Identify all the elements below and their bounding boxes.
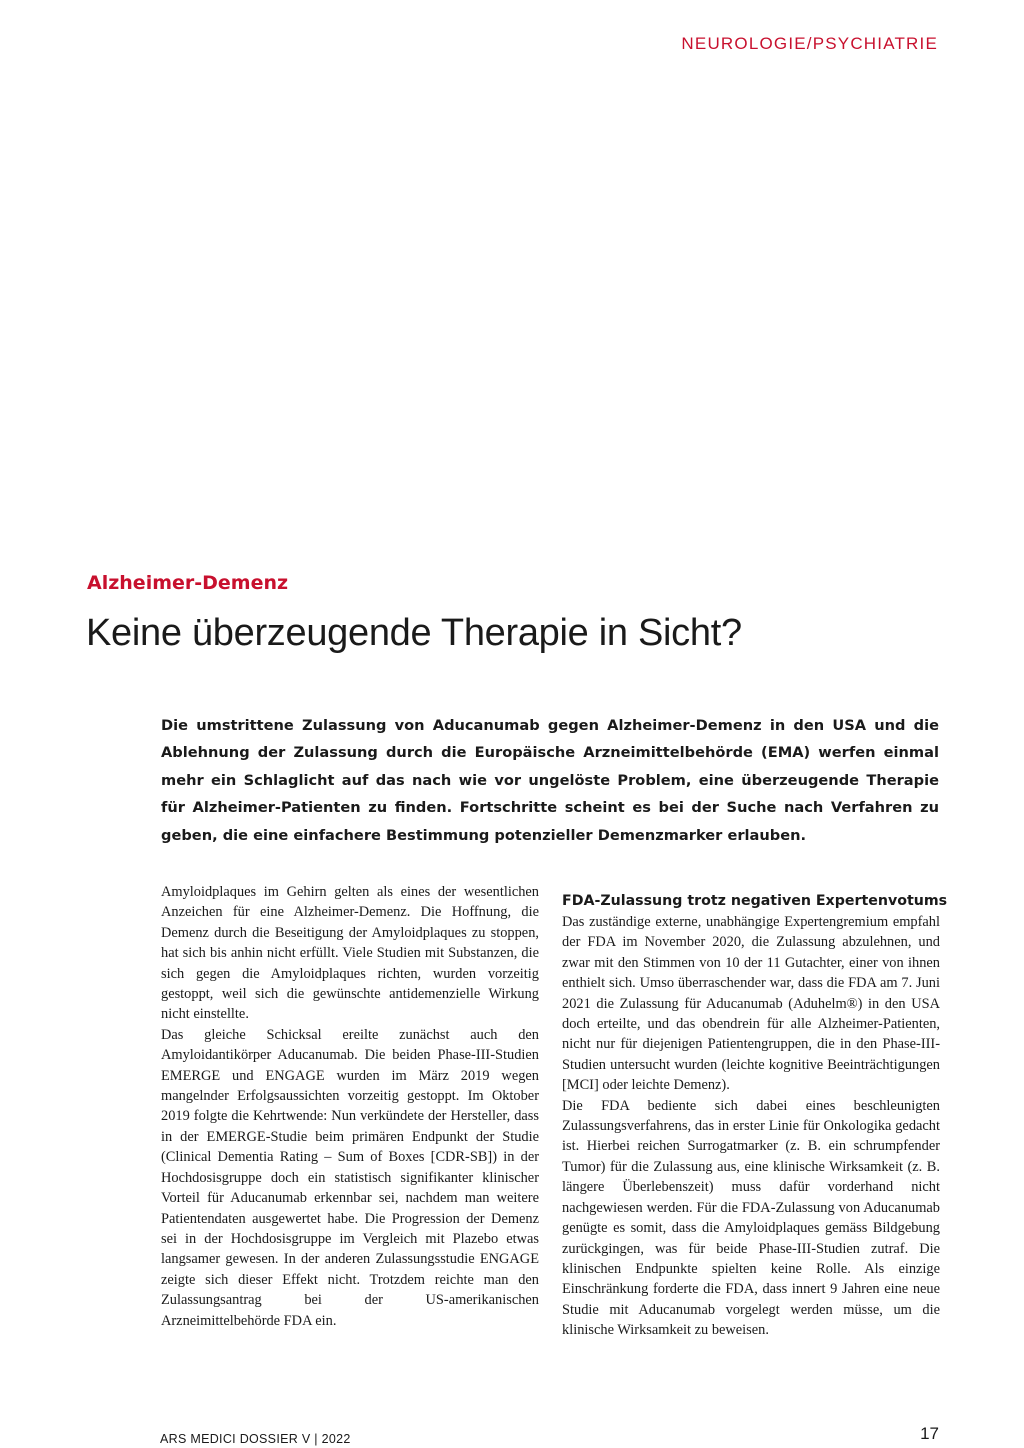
left-paragraph-2: Das gleiche Schicksal ereilte zunächst auch den Amyloidantikörper Aducanumab. Die beiden Phase-III-Studien EMERGE und ENGAGE wurden im März 2019 wegen mangelnder Erfolgsaussichten vorzeitig gestoppt. Im Oktober 2019 folgte die Kehrtwende: Nun verkündete der Hersteller, dass in der EMERGE-Studie beim primären Endpunkt der Studie (Clinical Dementia Rating – Sum of Boxes [CDR-SB]) in der Hochdosisgruppe doch ein statistisch signifikanter klinischer Vorteil für Aducanumab erkennbar sei, nachdem man weitere Patientendaten ausgewertet habe. Die Progression der Demenz sei in der Hochdosisgruppe im Vergleich mit Plazebo etwas langsamer gewesen. In der anderen Zulassungsstudie ENGAGE zeigte sich dieser Effekt nicht. Trotzdem reichte man den Zulassungsantrag bei der US-amerikanischen Arzneimittelbehörde FDA ein. [161, 1026, 539, 1329]
article-kicker: Alzheimer-Demenz [87, 572, 289, 594]
right-column [562, 891, 948, 1341]
right-subheading: FDA-Zulassung trotz negativen Expertenvotums [562, 893, 948, 909]
article-title: Keine überzeugende Therapie in Sicht? [86, 612, 742, 654]
right-paragraph-2: Die FDA bediente sich dabei eines beschleunigten Zulassungsverfahrens, das in erster Linie für Onkologika gedacht ist. Hierbei reichen Surrogatmarker (z. B. ein schrumpfender Tumor) für die Zulassung aus, eine klinische Wirksamkeit (z. B. längere Überlebenszeit) muss dafür vorderhand nicht nachgewiesen werden. Für die FDA-Zulassung von Aducanumab genügte es somit, dass die Amyloidplaques gemäss Bildgebung zurückgingen, was für beide Phase-III-Studien zutraf. Die klinischen Endpunkte spielten keine Rolle. Als einzige Einschränkung forderte die FDA, dass innert 9 Jahren eine neue Studie mit Aducanumab vorgelegt werden müsse, um die klinische Wirksamkeit zu beweisen. [562, 1097, 940, 1339]
left-paragraph-1: Amyloidplaques im Gehirn gelten als eines der wesentlichen Anzeichen für eine Alzheimer-Demenz. Die Hoffnung, die Demenz durch die Beseitigung der Amyloidplaques zu stoppen, hat sich bis anhin nicht erfüllt. Viele Studien mit Substanzen, die sich gegen die Amyloidplaques richten, wurden vorzeitig gestoppt, weil sich die gewünschte antidemenzielle Wirkung nicht einstellte. [161, 884, 539, 1023]
page-number: 17 [920, 1424, 939, 1443]
right-paragraph-1: Das zuständige externe, unabhängige Expertengremium empfahl der FDA im November 2020, die Zulassung abzulehnen, und zwar mit den Stimmen von 10 der 11 Gutachter, einer von ihnen enthielt sich. Umso überraschender war, dass die FDA am 7. Juni 2021 die Zulassung für Aducanumab (Aduhelm®) in den USA doch erteilte, und das obendrein für alle Alzheimer-Patienten, nicht nur für diejenigen Patientengruppen, die in den Phase-III-Studien untersucht wurden (leichte kognitive Beeinträchtigungen [MCI] oder leichte Demenz). [562, 914, 940, 1094]
footer-publication: ARS MEDICI DOSSIER V | 2022 [160, 1432, 351, 1446]
article-lead: Die umstrittene Zulassung von Aducanumab gegen Alzheimer-Demenz in den USA und die Ablehnung der Zulassung durch die Europäische Arzneimittelbehörde (EMA) werfen einmal mehr ein Schlaglicht auf das nach wie vor ungelöste Problem, eine überzeugende Therapie für Alzheimer-Patienten zu finden. Fortschritte scheint es bei der Suche nach Verfahren zu geben, die eine einfachere Bestimmung potenzieller Demenzmarker erlauben. [161, 717, 939, 844]
section-label: NEUROLOGIE/PSYCHIATRIE [681, 34, 938, 53]
left-column [161, 882, 539, 1331]
